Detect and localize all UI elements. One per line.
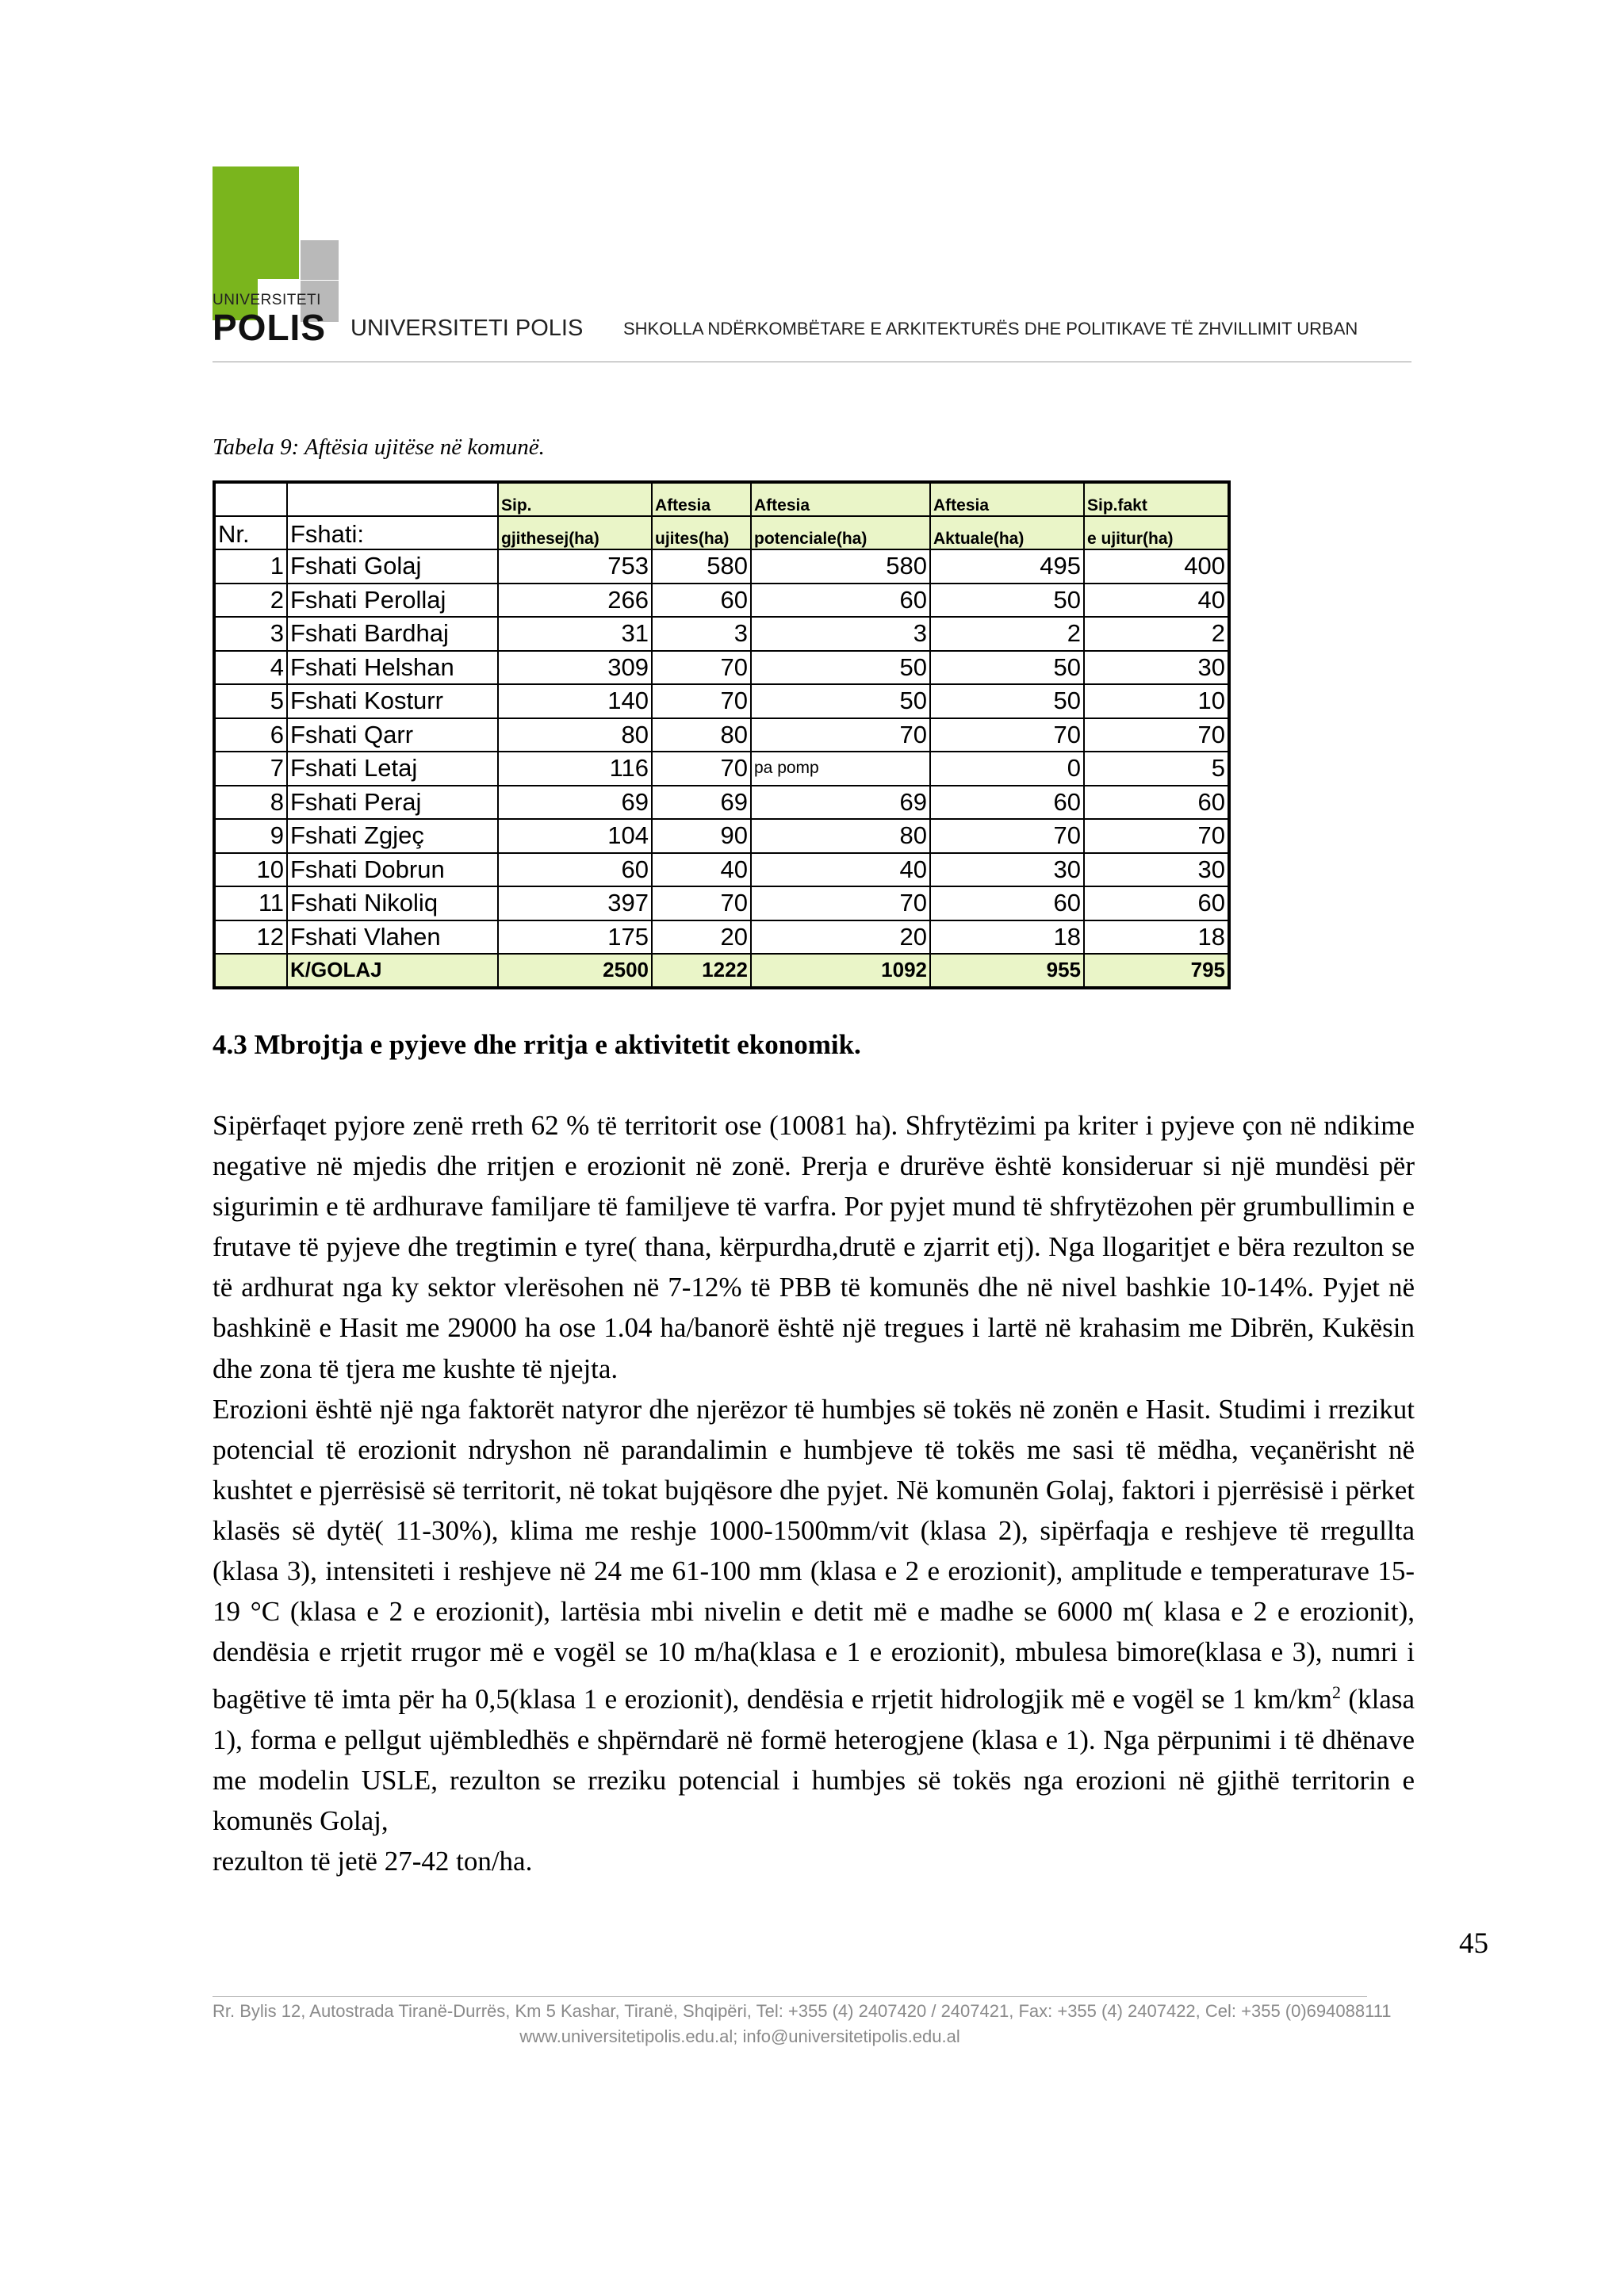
header-cell	[287, 482, 498, 516]
value-cell: 90	[652, 819, 751, 853]
value-cell: 580	[652, 549, 751, 584]
value-cell: 580	[751, 549, 930, 584]
header-cell: e ujitur(ha)	[1084, 516, 1229, 550]
village-cell: Fshati Qarr	[287, 718, 498, 752]
value-cell: 20	[652, 920, 751, 955]
village-cell: Fshati Helshan	[287, 651, 498, 685]
table-row	[214, 819, 1229, 853]
row-number-cell	[214, 954, 287, 988]
table-row	[214, 786, 1229, 820]
row-number-cell: 4	[214, 651, 287, 685]
value-cell: 40	[751, 853, 930, 887]
paragraph-erosion-part1: Erozioni është një nga faktorët natyror dhe njerëzor të humbjes së tokës në zonën e Hasit. Studimi i rrezikut potencial të erozionit ndryshon në parandalimin e humbjeve të tokës me sasi të mëdha, veçanërisht në kushtet e pjerrësisë së territorit, në tokat bujqësore dhe pyjet. Në komunën Golaj, faktori i pjerrësisë i përket klasës së dytë( 11-30%), klima me reshje 1000-1500mm/vit (klasa 2), sipërfaqja e reshjeve të rregullta (klasa 3), intensiteti i reshjeve në 24 me 61-100 mm (klasa e 2 e erozionit), amplitude e temperaturave 15-19 °C (klasa e 2 e erozionit), lartësia mbi nivelin e detit më e madhe se 6000 m( klasa e 2 e erozionit), dendësia e rrjetit rrugor më e vogël se 10 m/ha(klasa e 1 e erozionit), mbulesa bimore(klasa e 3), numri i bagëtive të imta për ha 0,5(klasa 1 e erozionit), dendësia e rrjetit hidrologjik më e vogël se 1 km/km	[213, 1393, 1415, 1715]
table-total-row	[214, 954, 1229, 988]
value-cell: 495	[930, 549, 1084, 584]
value-cell: 60	[652, 584, 751, 618]
value-cell: 753	[498, 549, 652, 584]
value-cell: 60	[930, 786, 1084, 820]
value-cell: 69	[498, 786, 652, 820]
value-cell: 1092	[751, 954, 930, 988]
value-cell: 80	[498, 718, 652, 752]
paragraph-erosion	[213, 1389, 1415, 1842]
header-university: UNIVERSITETI POLIS	[350, 316, 584, 341]
village-cell: Fshati Letaj	[287, 752, 498, 786]
value-cell: 116	[498, 752, 652, 786]
village-cell: Fshati Vlahen	[287, 920, 498, 955]
irrigation-table	[213, 480, 1231, 989]
value-cell: 70	[1084, 819, 1229, 853]
paragraph-erosion-part2: (klasa 1), forma e pellgut ujëmbledhës e shpërndarë në formë heterogjene (klasa e 1). Nga përpunimi i të dhënave me modelin USLE, rezulton se rreziku potencial i humbjes së tokës nga erozioni në gjithë territorin e komunës Golaj,	[213, 1683, 1415, 1837]
value-cell: 5	[1084, 752, 1229, 786]
header-cell	[214, 482, 287, 516]
value-cell: 266	[498, 584, 652, 618]
value-cell: 50	[930, 584, 1084, 618]
table-row	[214, 584, 1229, 618]
value-cell: 50	[930, 651, 1084, 685]
value-cell: 18	[1084, 920, 1229, 955]
header-cell: Aftesia	[751, 482, 930, 516]
table-row	[214, 718, 1229, 752]
value-cell: 80	[751, 819, 930, 853]
village-cell: Fshati Zgjeç	[287, 819, 498, 853]
superscript-2: 2	[1331, 1682, 1341, 1703]
value-cell: 18	[930, 920, 1084, 955]
header-cell: Sip.fakt	[1084, 482, 1229, 516]
value-cell: 50	[751, 651, 930, 685]
table-row	[214, 853, 1229, 887]
section-heading: 4.3 Mbrojtja e pyjeve dhe rritja e aktivitetit ekonomik.	[213, 1029, 861, 1060]
table-row	[214, 684, 1229, 718]
header-cell: Aftesia	[930, 482, 1084, 516]
value-cell: 60	[498, 853, 652, 887]
value-cell: 80	[652, 718, 751, 752]
table-caption: Tabela 9: Aftësia ujitëse në komunë.	[213, 434, 545, 460]
value-cell: 40	[1084, 584, 1229, 618]
value-cell: 2	[930, 617, 1084, 651]
row-number-cell: 3	[214, 617, 287, 651]
row-number-cell: 5	[214, 684, 287, 718]
row-number-cell: 10	[214, 853, 287, 887]
footer-address: Rr. Bylis 12, Autostrada Tiranë-Durrës, Km 5 Kashar, Tiranë, Shqipëri, Tel: +355 (4) 2407420 / 2407421, Fax: +355 (4) 2407422, Cel: +355 (0)694088111	[213, 2001, 1392, 2021]
value-cell: 50	[930, 684, 1084, 718]
header-cell: Aftesia	[652, 482, 751, 516]
logo-grey-block	[301, 240, 339, 280]
value-cell: 31	[498, 617, 652, 651]
header-cell-nr: Nr.	[214, 516, 287, 550]
value-cell: 3	[751, 617, 930, 651]
logo-big-text: POLIS	[213, 307, 327, 348]
value-cell: 1222	[652, 954, 751, 988]
value-cell: 70	[652, 684, 751, 718]
value-cell: 2500	[498, 954, 652, 988]
value-cell: 140	[498, 684, 652, 718]
value-cell: 70	[652, 886, 751, 920]
value-cell: 70	[751, 718, 930, 752]
header-cell: Sip.	[498, 482, 652, 516]
logo-small-text: UNIVERSITETI	[213, 292, 321, 308]
village-cell: Fshati Dobrun	[287, 853, 498, 887]
value-cell: 3	[652, 617, 751, 651]
table-row	[214, 886, 1229, 920]
table-header-row-bottom	[214, 516, 1229, 550]
value-cell: 2	[1084, 617, 1229, 651]
village-cell: Fshati Nikoliq	[287, 886, 498, 920]
value-cell: 0	[930, 752, 1084, 786]
value-cell: 30	[1084, 651, 1229, 685]
village-cell: Fshati Golaj	[287, 549, 498, 584]
header-cell: ujites(ha)	[652, 516, 751, 550]
row-number-cell: 1	[214, 549, 287, 584]
value-cell: 40	[652, 853, 751, 887]
row-number-cell: 6	[214, 718, 287, 752]
value-cell: pa pomp	[751, 752, 930, 786]
table-row	[214, 617, 1229, 651]
table-body	[214, 482, 1229, 988]
footer-divider	[213, 1996, 1367, 1997]
value-cell: 309	[498, 651, 652, 685]
footer-web: www.universitetipolis.edu.al; info@universitetipolis.edu.al	[519, 2026, 960, 2046]
village-cell: K/GOLAJ	[287, 954, 498, 988]
value-cell: 70	[751, 886, 930, 920]
value-cell: 70	[652, 651, 751, 685]
header-school: SHKOLLA NDËRKOMBËTARE E ARKITEKTURËS DHE POLITIKAVE TË ZHVILLIMIT URBAN	[623, 319, 1358, 339]
value-cell: 400	[1084, 549, 1229, 584]
value-cell: 60	[1084, 886, 1229, 920]
university-logo	[213, 166, 347, 348]
value-cell: 20	[751, 920, 930, 955]
row-number-cell: 2	[214, 584, 287, 618]
row-number-cell: 12	[214, 920, 287, 955]
value-cell: 70	[930, 718, 1084, 752]
table-row	[214, 752, 1229, 786]
value-cell: 60	[751, 584, 930, 618]
value-cell: 104	[498, 819, 652, 853]
value-cell: 397	[498, 886, 652, 920]
header-cell: potenciale(ha)	[751, 516, 930, 550]
header-cell-village: Fshati:	[287, 516, 498, 550]
village-cell: Fshati Peraj	[287, 786, 498, 820]
header-cell: Aktuale(ha)	[930, 516, 1084, 550]
value-cell: 70	[1084, 718, 1229, 752]
value-cell: 795	[1084, 954, 1229, 988]
value-cell: 10	[1084, 684, 1229, 718]
row-number-cell: 11	[214, 886, 287, 920]
paragraph-result: rezulton të jetë 27-42 ton/ha.	[213, 1846, 533, 1877]
village-cell: Fshati Perollaj	[287, 584, 498, 618]
value-cell: 69	[751, 786, 930, 820]
logo-green-block	[213, 166, 299, 279]
value-cell: 70	[930, 819, 1084, 853]
value-cell: 30	[1084, 853, 1229, 887]
header-cell: gjithesej(ha)	[498, 516, 652, 550]
value-cell: 60	[1084, 786, 1229, 820]
village-cell: Fshati Kosturr	[287, 684, 498, 718]
table-row	[214, 920, 1229, 955]
value-cell: 50	[751, 684, 930, 718]
row-number-cell: 8	[214, 786, 287, 820]
value-cell: 30	[930, 853, 1084, 887]
paragraph-forests: Sipërfaqet pyjore zenë rreth 62 % të territorit ose (10081 ha). Shfrytëzimi pa kriter i pyjeve çon në ndikime negative në mjedis dhe rritjen e erozionit në zonë. Prerja e drurëve është konsideruar si një mundësi për sigurimin e të ardhurave familjare të familjeve të varfra. Por pyjet mund të shfrytëzohen për grumbullimin e frutave të pyjeve dhe tregtimin e tyre( thana, kërpurdha,drutë e zjarrit etj). Nga llogaritjet e bëra rezulton se të ardhurat nga ky sektor vlerësohen në 7-12% të PBB të komunës dhe në nivel bashkie 10-14%. Pyjet në bashkinë e Hasit me 29000 ha ose 1.04 ha/banorë është një tregues i lartë në krahasim me Dibrën, Kukësin dhe zona të tjera me kushte të njejta.	[213, 1110, 1415, 1384]
value-cell: 175	[498, 920, 652, 955]
table-header-row-top	[214, 482, 1229, 516]
value-cell: 70	[652, 752, 751, 786]
body-text	[213, 1105, 1415, 1881]
row-number-cell: 9	[214, 819, 287, 853]
value-cell: 69	[652, 786, 751, 820]
table-row	[214, 549, 1229, 584]
table-row	[214, 651, 1229, 685]
page-number: 45	[1459, 1927, 1488, 1960]
village-cell: Fshati Bardhaj	[287, 617, 498, 651]
value-cell: 60	[930, 886, 1084, 920]
value-cell: 955	[930, 954, 1084, 988]
row-number-cell: 7	[214, 752, 287, 786]
